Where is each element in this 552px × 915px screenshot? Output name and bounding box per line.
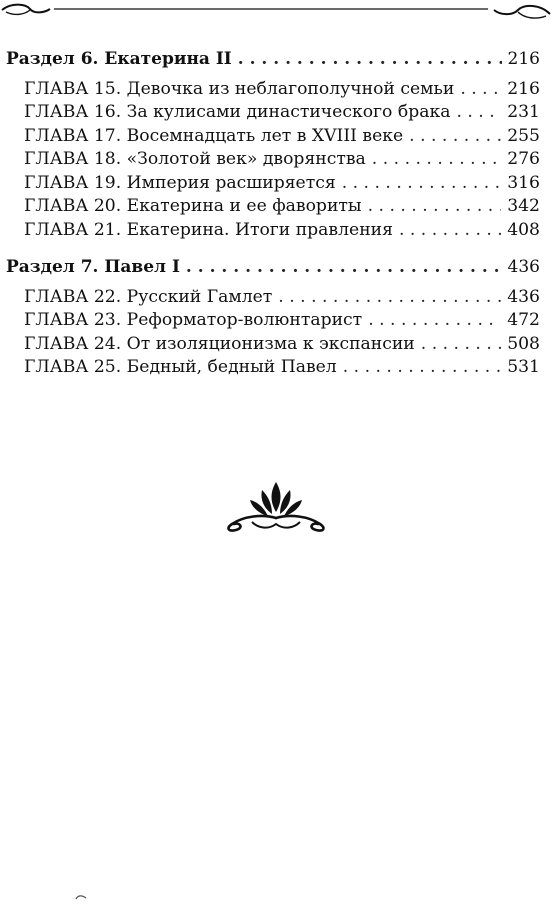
corner-mark-icon: [74, 893, 88, 903]
dot-leader: [368, 195, 502, 218]
toc-chapter-row: [0, 148, 552, 172]
dot-leader: [372, 148, 501, 171]
dot-leader: [186, 256, 502, 279]
chapter-title: ГЛАВА 18. «Золотой век» дворянства: [24, 149, 366, 169]
toc-chapter-row: [0, 125, 552, 149]
page-number: 408: [507, 219, 540, 240]
toc-chapter-row: [0, 333, 552, 357]
chapter-title: ГЛАВА 23. Реформатор-волюнтарист: [24, 310, 363, 330]
header-flourish-rule: [0, 0, 552, 26]
page-number: 231: [507, 102, 540, 122]
dot-leader: [421, 333, 501, 356]
dot-leader: [399, 219, 501, 242]
chapter-title: ГЛАВА 24. От изоляционизма к экспансии: [24, 333, 415, 354]
page-number: 276: [507, 149, 540, 169]
toc-chapter-row: [0, 309, 552, 333]
dot-leader: [238, 48, 502, 71]
dot-leader: [368, 309, 501, 332]
section-title: Раздел 7. Павел I: [6, 257, 180, 277]
toc-chapter-row: [0, 172, 552, 196]
page-number: 316: [507, 172, 540, 193]
page-number: 216: [507, 78, 540, 99]
page-number: 216: [507, 49, 540, 69]
floral-ornament-icon: [222, 478, 330, 534]
dot-leader: [278, 286, 501, 309]
chapter-title: ГЛАВА 20. Екатерина и ее фавориты: [24, 196, 362, 216]
page-number: 255: [507, 125, 540, 146]
page-number: 531: [507, 357, 540, 377]
page-number: 436: [507, 257, 540, 277]
chapter-title: ГЛАВА 16. За кулисами династического брака: [24, 102, 451, 122]
chapter-title: ГЛАВА 19. Империя расширяется: [24, 172, 336, 193]
dot-leader: [456, 101, 501, 124]
toc-chapter-row: [0, 195, 552, 219]
section-title: Раздел 6. Екатерина II: [6, 49, 232, 69]
toc-section-row: [0, 256, 552, 280]
page-number: 342: [507, 196, 540, 216]
table-of-contents: [0, 48, 552, 380]
toc-section-row: [0, 48, 552, 72]
toc-chapter-row: [0, 286, 552, 310]
page-number: 508: [507, 333, 540, 354]
chapter-title: ГЛАВА 21. Екатерина. Итоги правления: [24, 219, 393, 240]
toc-chapter-row: [0, 78, 552, 102]
dot-leader: [409, 125, 501, 148]
chapter-title: ГЛАВА 17. Восемнадцать лет в XVIII веке: [24, 125, 404, 146]
chapter-title: ГЛАВА 22. Русский Гамлет: [24, 286, 273, 307]
page-number: 436: [507, 286, 540, 307]
chapter-title: ГЛАВА 15. Девочка из неблагополучной семьи: [24, 78, 455, 99]
toc-chapter-row: [0, 356, 552, 380]
toc-chapter-row: [0, 219, 552, 243]
chapter-title: ГЛАВА 25. Бедный, бедный Павел: [24, 357, 337, 377]
dot-leader: [460, 78, 501, 101]
page-number: 472: [507, 310, 540, 330]
dot-leader: [342, 172, 501, 195]
dot-leader: [343, 356, 501, 379]
toc-chapter-row: [0, 101, 552, 125]
